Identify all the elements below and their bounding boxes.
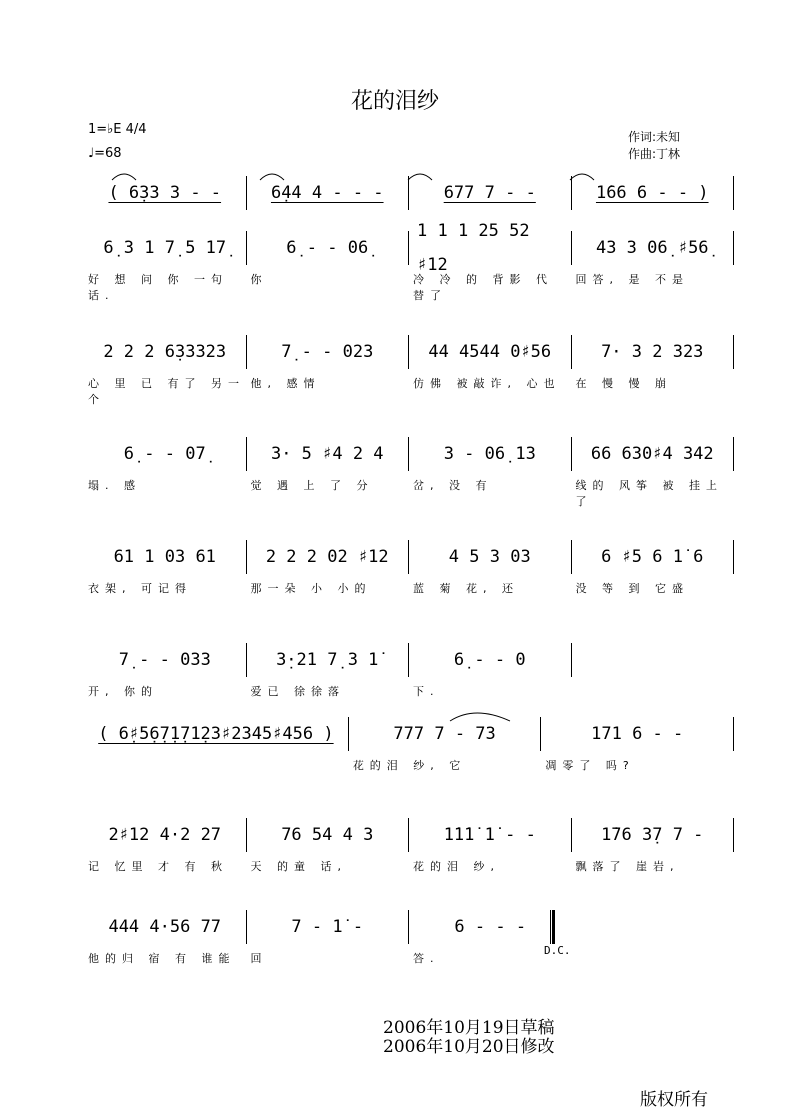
date-notes (383, 1019, 555, 1057)
measure: 4 5 3 03 (409, 540, 572, 574)
song-title: 花的泪纱 (350, 89, 439, 114)
score-system-9 (0, 910, 790, 980)
lyric-text: 答. (413, 952, 440, 965)
measure: 1̇66 6 - - ) (572, 176, 735, 210)
measure: 7̣ - - 033 (84, 643, 247, 677)
lyric-text: 飘落了 崖岩, (575, 860, 680, 873)
lyrics-row (84, 375, 734, 407)
notes-row (84, 910, 734, 944)
score-system-4 (0, 437, 790, 507)
measure: ( 6̣♯5̣6̣7̣1̣71̣23♯2345♯456 ) (84, 717, 349, 751)
lyric-text: 开, 你的 (88, 685, 158, 698)
draft-date: 2006年10月19日草稿 (383, 1018, 555, 1038)
lyrics-row (84, 950, 734, 966)
lyricist-credit: 作词:未知 (628, 130, 681, 144)
lyric-text: 仿佛 被敲诈, 心也 (413, 377, 561, 390)
score-system-6 (0, 643, 790, 713)
lyric-text: 花的泪 纱, 它 (352, 759, 467, 772)
lyric-text: 岔, 没 有 (413, 479, 493, 492)
notes-row (84, 643, 734, 677)
lyrics-row (84, 477, 734, 509)
measure: 66 630♯4 342 (572, 437, 735, 471)
measure: 3 - 06̣ 13 (409, 437, 572, 471)
lyric-text: 他, 感情 (250, 377, 321, 390)
measure: 1 1 1 25 52 ♯12 (409, 231, 572, 265)
lyric-text: 他的归 宿 有 谁能 (88, 952, 236, 965)
lyrics-row (84, 580, 734, 596)
measure: 7· 3 2 323 (572, 335, 735, 369)
measure: 6̣ - - 06̣ (247, 231, 410, 265)
copyright-notice: 版权所有 (640, 1090, 708, 1110)
measure: 7̣ - - 023 (247, 335, 410, 369)
lyric-text: 凋零了 吗? (545, 759, 635, 772)
lyric-text: 花的泪 纱, (413, 860, 500, 873)
measure: 1̇76 3̣7 7 - (572, 818, 735, 852)
lyric-text: 回答, 是 不是 (575, 273, 689, 286)
measure: 677 7 - - (409, 176, 572, 210)
measure: 1̇1̇1̇ 1̇ - - (409, 818, 572, 852)
lyric-text: 爱已 徐徐落 (250, 685, 345, 698)
measure: 43 3 06̣ ♯56̣ (572, 231, 735, 265)
measure: 44 4544 0♯56 (409, 335, 572, 369)
measure (572, 643, 735, 677)
score-system-2 (0, 221, 790, 302)
lyric-text: 记 忆里 才 有 秋 (88, 860, 228, 873)
measure: 3̣·21 7̣ 3 1̇ (247, 643, 410, 677)
key-signature: 1=♭E 4/4 (88, 122, 147, 137)
measure: 6̣ - - 07̣ (84, 437, 247, 471)
measure: 6̣ 3 1 7̣ 5 17̣ (84, 231, 247, 265)
measure: 171 6 - - (541, 717, 734, 751)
measure: ( 6̣33 3 - - (84, 176, 247, 210)
revision-date: 2006年10月20日修改 (383, 1037, 555, 1057)
measure: 3· 5 ♯4 2 4 (247, 437, 410, 471)
lyric-text: 你 (250, 273, 268, 286)
measure: 2♯12 4·2 27 (84, 818, 247, 852)
composer-credit: 作曲:丁林 (628, 147, 681, 161)
lyric-text (572, 683, 735, 699)
lyrics-row (84, 858, 734, 874)
notes-row (84, 540, 734, 574)
measure: 6 ♯5 6 1̇ 6 (572, 540, 735, 574)
da-capo-marking: D.C. (544, 944, 571, 957)
final-barline (550, 910, 555, 944)
lyrics-row (84, 271, 734, 303)
measure: 61 1 03 61 (84, 540, 247, 574)
score-system-5 (0, 540, 790, 610)
tempo-marking: ♩=68 (88, 146, 122, 161)
lyric-text: 好 想 问 你 一句 话. (88, 273, 228, 302)
lyric-text: 蓝 菊 花, 还 (413, 582, 519, 595)
lyric-text: 在 慢 慢 崩 (575, 377, 672, 390)
measure: 6 - - - (454, 917, 527, 937)
lyric-text: 回 (250, 952, 268, 965)
lyric-text: 那一朵 小 小的 (250, 582, 372, 595)
measure: 777 7 - 73 (349, 717, 542, 751)
measure: 444 4·56 77 (84, 910, 247, 944)
measure: 6̣ - - 0 (409, 643, 572, 677)
measure: 2 2 2 6̣33323 (84, 335, 247, 369)
notes-row (84, 176, 734, 210)
measure: 7 - 1̇ - (247, 910, 410, 944)
score-system-8 (0, 818, 790, 888)
measure (572, 910, 735, 944)
score-system-3 (0, 335, 790, 405)
lyric-text: 下. (413, 685, 440, 698)
lyric-text: 没 等 到 它盛 (575, 582, 689, 595)
notes-row (84, 437, 734, 471)
lyric-text: 冷 冷 的 背影 代 替了 (413, 273, 553, 302)
score-system-7 (0, 717, 790, 787)
lyric-text: 衣架, 可记得 (88, 582, 192, 595)
measure: 2 2 2 02 ♯12 (247, 540, 410, 574)
lyric-text (84, 757, 349, 773)
notes-row (84, 335, 734, 369)
notes-row (84, 818, 734, 852)
lyric-text: 线的 风筝 被 挂上了 (575, 479, 723, 508)
lyric-text: 塌. 感 (88, 479, 141, 492)
lyric-text (572, 950, 735, 966)
notes-row (84, 717, 734, 751)
notes-row (84, 221, 734, 275)
lyric-text: 觉 遇 上 了 分 (250, 479, 374, 492)
measure: 6̣44 4 - - - (247, 176, 410, 210)
measure: 76 54 4 3 (247, 818, 410, 852)
lyric-text: 心 里 已 有了 另一个 (88, 377, 245, 406)
lyrics-row (84, 757, 734, 773)
lyric-text: 天 的童 话, (250, 860, 347, 873)
lyrics-row (84, 683, 734, 699)
